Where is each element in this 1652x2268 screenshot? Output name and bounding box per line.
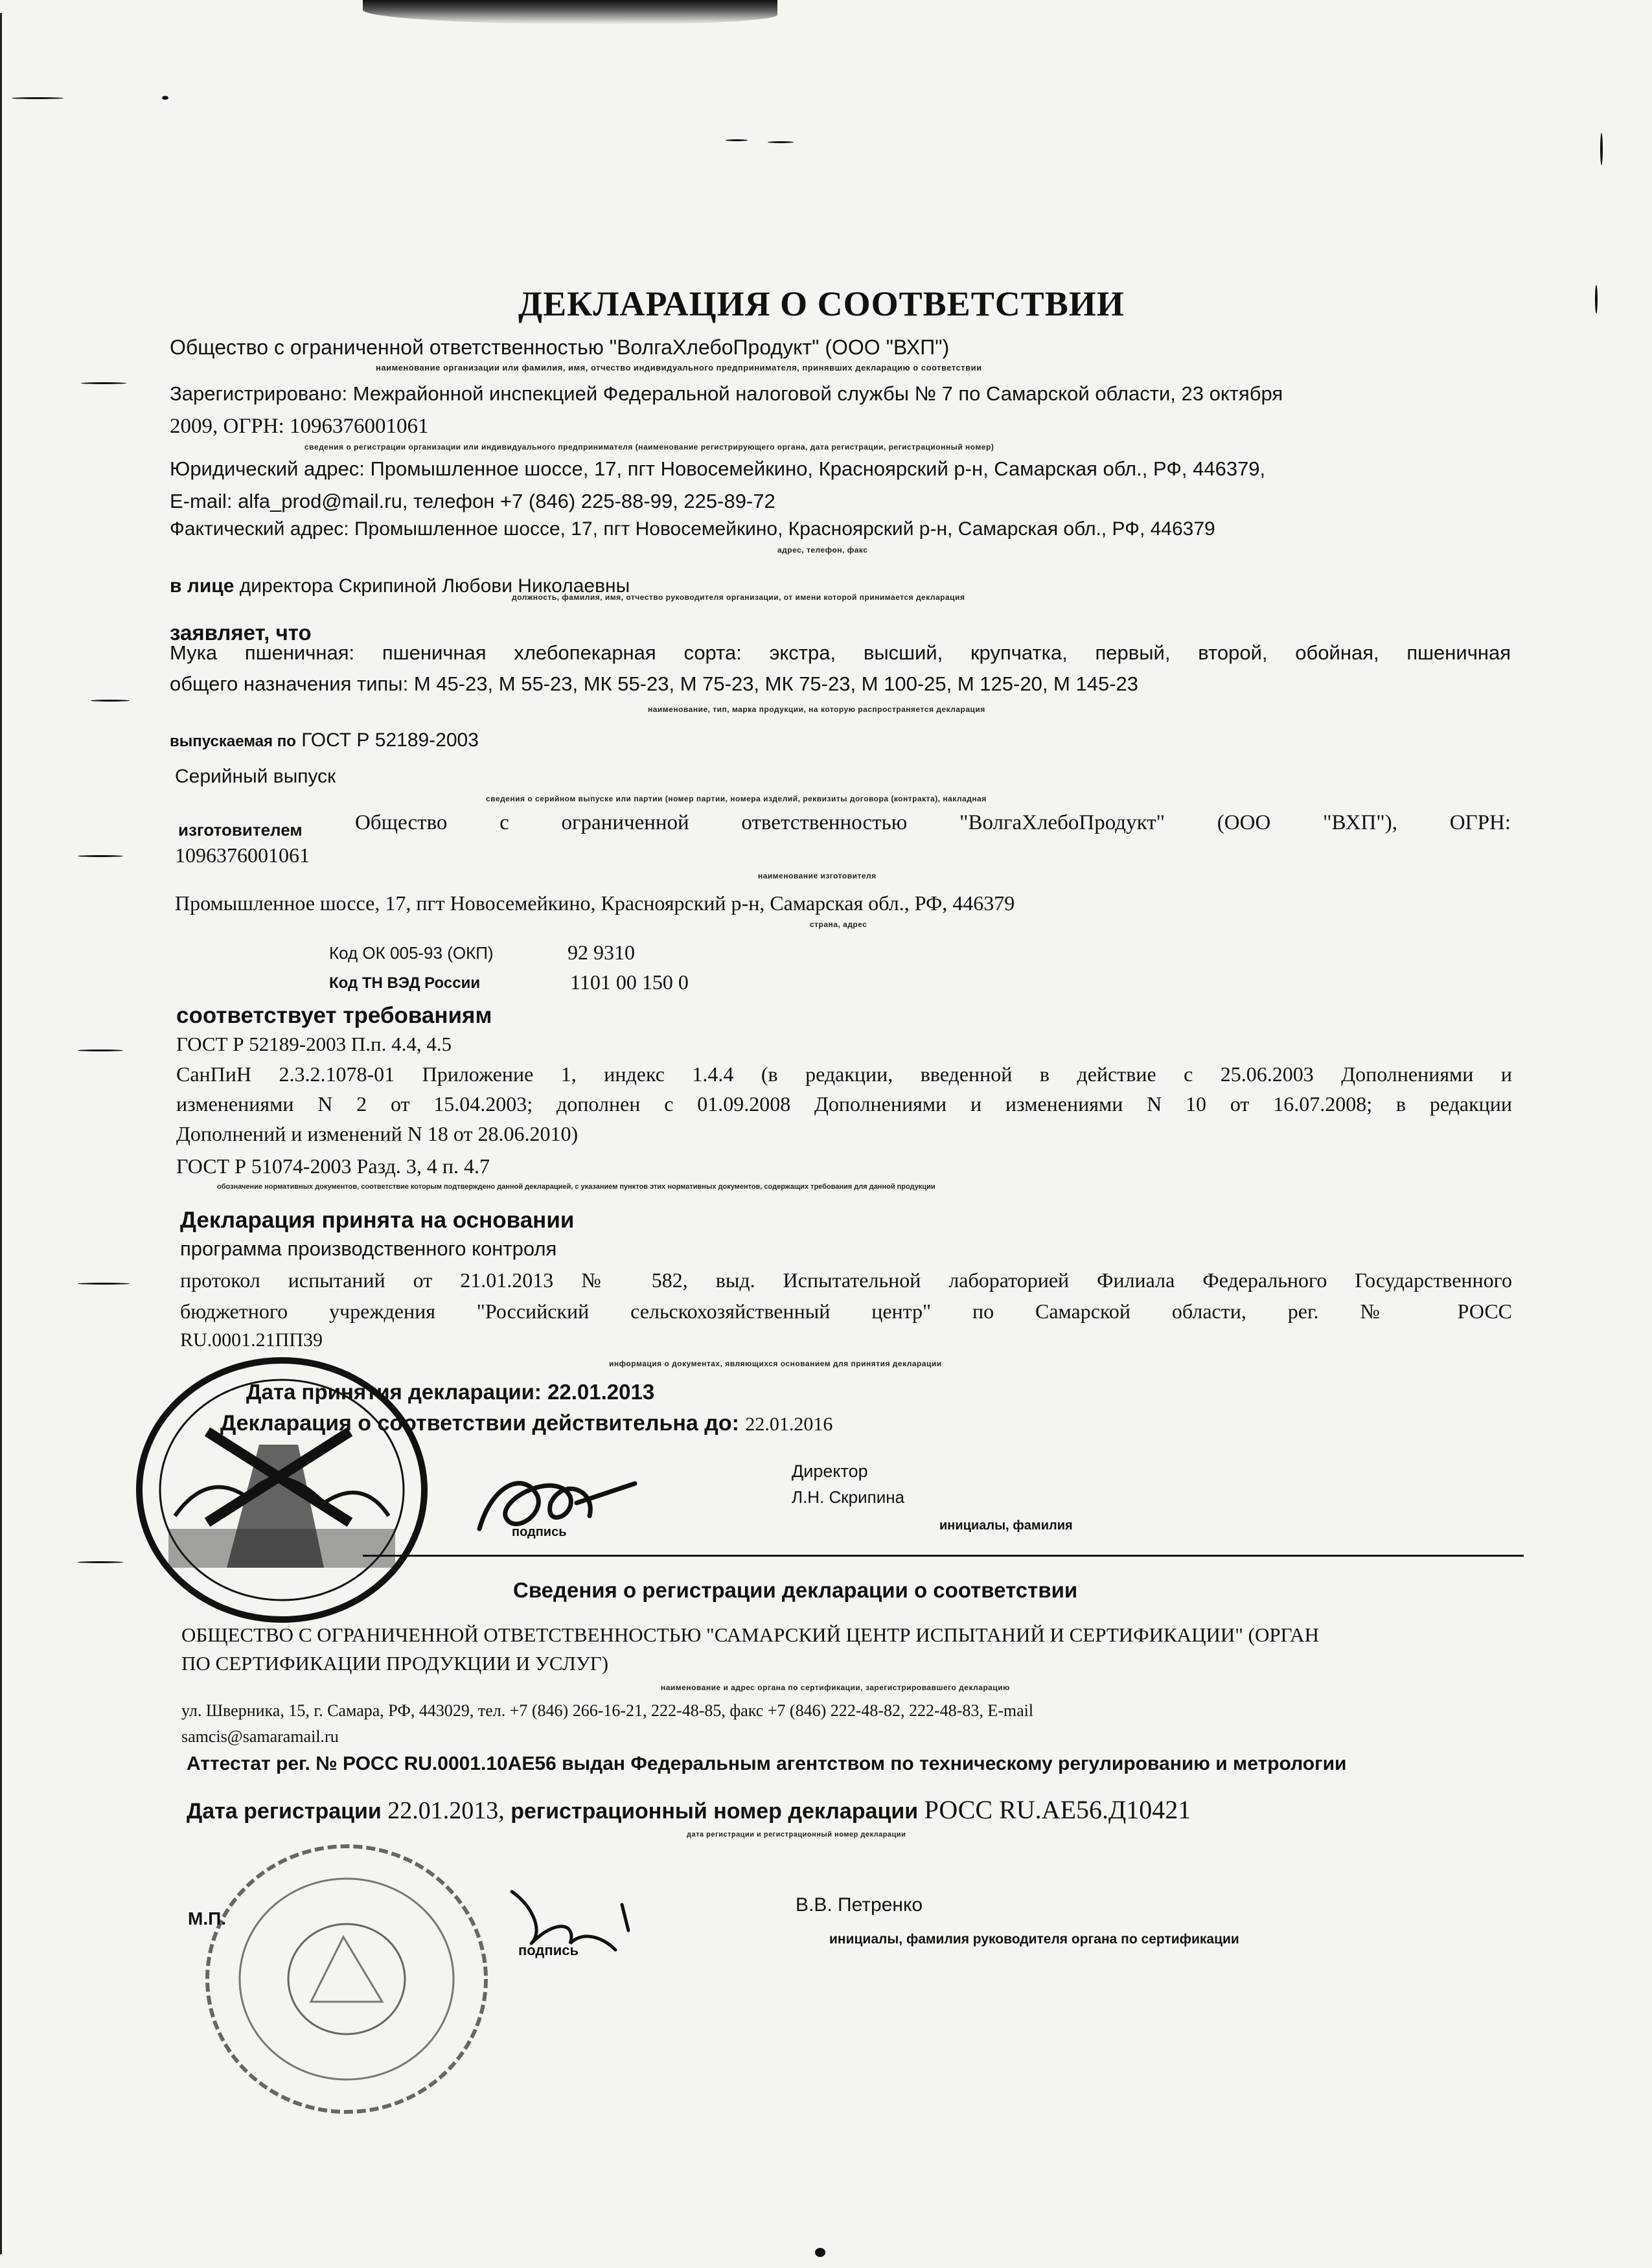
registration-line2: 2009, ОГРН: 1096376001061: [170, 415, 429, 438]
registration-caption: сведения о регистрации организации или индивидуального предпринимателя (наименование регистрирующего органа, дата регистрации, регистрационный номер): [304, 442, 994, 452]
registration-body-line2: ПО СЕРТИФИКАЦИИ ПРОДУКЦИИ И УСЛУГ): [181, 1652, 609, 1675]
mp-label: М.П.: [188, 1908, 227, 1929]
head-caption: инициалы, фамилия руководителя органа по сертификации: [829, 1932, 1239, 1947]
basis-3: бюджетного учреждения "Российский сельскохозяйственный центр" по Самарской области, рег. № РОСС: [180, 1300, 1512, 1323]
basis-heading: Декларация принята на основании: [180, 1208, 575, 1233]
serial-caption: сведения о серийном выпуске или партии (номер партии, номера изделий, реквизиты договора (контракта), накладная: [486, 794, 987, 803]
code-okp-value: 92 9310: [568, 941, 635, 964]
code-tnved-label: Код ТН ВЭД России: [329, 974, 481, 992]
manufacturer-line1: Общество с ограниченной ответственностью "ВолгаХлебоПродукт" (ООО "ВХП"), ОГРН:: [355, 811, 1511, 834]
section-divider: [363, 1555, 1524, 1557]
certification-stamp: [194, 1840, 499, 2118]
product-line2: общего назначения типы: М 45-23, М 55-23, МК 55-23, М 75-23, МК 75-23, М 100-25, М 125-20, М 145-23: [170, 672, 1139, 695]
requirement-5: ГОСТ Р 51074-2003 Разд. 3, 4 п. 4.7: [176, 1154, 490, 1178]
applicant-caption: наименование организации или фамилия, имя, отчество индивидуального предпринимателя, принявших декларацию о соответствии: [376, 363, 982, 372]
registration-address-line1: ул. Шверника, 15, г. Самара, РФ, 443029, тел. +7 (846) 266-16-21, 222-48-85, факс +7 (846) 222-48-82, 222-48-83, E-mail: [181, 1701, 1034, 1720]
reg-date: 22.01.2013,: [387, 1797, 505, 1824]
code-okp-label: Код ОК 005-93 (ОКП): [329, 943, 494, 963]
manufacturer-prefix: изготовителем: [178, 820, 303, 840]
valid-date: 22.01.2016: [745, 1414, 833, 1435]
director-title: Директор: [792, 1461, 868, 1481]
produced-prefix: выпускаемая по: [170, 733, 296, 750]
manufacturer-line2: 1096376001061: [175, 843, 310, 867]
company-stamp: [130, 1354, 434, 1626]
scan-top-smudge: [363, 0, 777, 25]
manufacturer-address: Промышленное шоссе, 17, пгт Новосемейкино, Красноярский р-н, Самарская обл., РФ, 446379: [175, 891, 1015, 915]
person-name: директора Скрипиной Любови Николаевны: [239, 575, 630, 597]
scan-left-edge: [0, 13, 2, 2254]
registration-heading: Сведения о регистрации декларации о соответствии: [513, 1578, 1078, 1602]
registration-address-line2: samcis@samaramail.ru: [181, 1727, 339, 1746]
requirements-heading: соответствует требованиям: [176, 1003, 492, 1028]
director-signature-caption: подпись: [512, 1525, 567, 1539]
product-caption: наименование, тип, марка продукции, на которую распространяется декларация: [648, 705, 985, 714]
registration-line1: Зарегистрировано: Межрайонной инспекцией Федеральной налоговой службы № 7 по Самарской области, 23 октября: [170, 382, 1283, 405]
basis-1: программа производственного контроля: [180, 1237, 557, 1260]
person-prefix: в лице: [170, 575, 235, 597]
code-tnved-value: 1101 00 150 0: [570, 970, 689, 994]
head-name: В.В. Петренко: [796, 1894, 923, 1916]
adoption-date: 22.01.2013: [547, 1380, 655, 1404]
adoption-label: Дата принятия декларации:: [246, 1380, 542, 1404]
produced-line: [170, 729, 479, 751]
address-caption: адрес, телефон, факс: [777, 545, 868, 555]
product-line1: Мука пшеничная: пшеничная хлебопекарная сорта: экстра, высший, крупчатка, первый, второй, обойная, пшеничная: [170, 641, 1511, 664]
declares-label: заявляет, что: [170, 621, 312, 645]
requirement-3: изменениями N 2 от 15.04.2003; дополнен с 01.09.2008 Дополнениями и изменениями N 10 от 16.07.2008; в редакции: [176, 1092, 1512, 1116]
requirement-2: СанПиН 2.3.2.1078-01 Приложение 1, индекс 1.4.4 (в редакции, введенной в действие с 25.06.2003 Дополнениями и: [176, 1062, 1512, 1086]
requirement-1: ГОСТ Р 52189-2003 П.п. 4.4, 4.5: [176, 1033, 452, 1055]
valid-label: Декларация о соответствии действительна до:: [220, 1411, 739, 1436]
director-initials-caption: инициалы, фамилия: [939, 1518, 1073, 1533]
head-signature-caption: подпись: [518, 1942, 579, 1958]
reg-number-label: регистрационный номер декларации: [511, 1799, 919, 1824]
reg-number: РОСС RU.АЕ56.Д10421: [924, 1795, 1191, 1824]
applicant-name: Общество с ограниченной ответственностью "ВолгаХлебоПродукт" (ООО "ВХП"): [170, 336, 950, 359]
produced-standard: ГОСТ Р 52189-2003: [301, 729, 479, 751]
requirement-4: Дополнений и изменений N 18 от 28.06.2010): [176, 1122, 579, 1145]
reg-line: [187, 1794, 1191, 1825]
director-name: Л.Н. Скрипина: [792, 1487, 905, 1507]
serial-release: Серийный выпуск: [175, 766, 336, 787]
reg-caption: дата регистрации и регистрационный номер декларации: [687, 1831, 906, 1838]
manufacturer-address-caption: страна, адрес: [810, 920, 867, 929]
manufacturer-caption: наименование изготовителя: [758, 871, 877, 880]
basis-caption: информация о документах, являющихся основанием для принятия декларации: [609, 1359, 942, 1368]
basis-2: протокол испытаний от 21.01.2013 № 582, выд. Испытательной лабораторией Филиала Федерального Государственного: [180, 1268, 1512, 1292]
attestat-line: Аттестат рег. № РОСС RU.0001.10АЕ56 выдан Федеральным агентством по техническому регулированию и метрологии: [187, 1753, 1347, 1774]
document-title: ДЕКЛАРАЦИЯ О СООТВЕТСТВИИ: [518, 284, 1125, 323]
basis-4: RU.0001.21ПП39: [180, 1329, 323, 1351]
actual-address: Фактический адрес: Промышленное шоссе, 17, пгт Новосемейкино, Красноярский р-н, Самарская обл., РФ, 446379: [170, 518, 1215, 540]
registration-body-line1: ОБЩЕСТВО С ОГРАНИЧЕННОЙ ОТВЕТСТВЕННОСТЬЮ "САМАРСКИЙ ЦЕНТР ИСПЫТАНИЙ И СЕРТИФИКАЦИИ" (ОРГАН: [181, 1623, 1319, 1646]
person-caption: должность, фамилия, имя, отчество руководителя организации, от имени которой принимается декларация: [512, 593, 965, 602]
legal-address-line2: E-mail: alfa_prod@mail.ru, телефон +7 (846) 225-88-99, 225-89-72: [170, 490, 775, 512]
registration-body-caption: наименование и адрес органа по сертификации, зарегистрировавшего декларацию: [661, 1683, 1010, 1692]
legal-address-line1: Юридический адрес: Промышленное шоссе, 17, пгт Новосемейкино, Красноярский р-н, Самарская обл., РФ, 446379,: [170, 457, 1266, 480]
requirements-caption: обозначение нормативных документов, соответствие которым подтверждено данной декларацией, с указанием пунктов этих нормативных документов, содержащих требования для данной продукции: [217, 1183, 935, 1191]
reg-date-label: Дата регистрации: [187, 1799, 382, 1824]
